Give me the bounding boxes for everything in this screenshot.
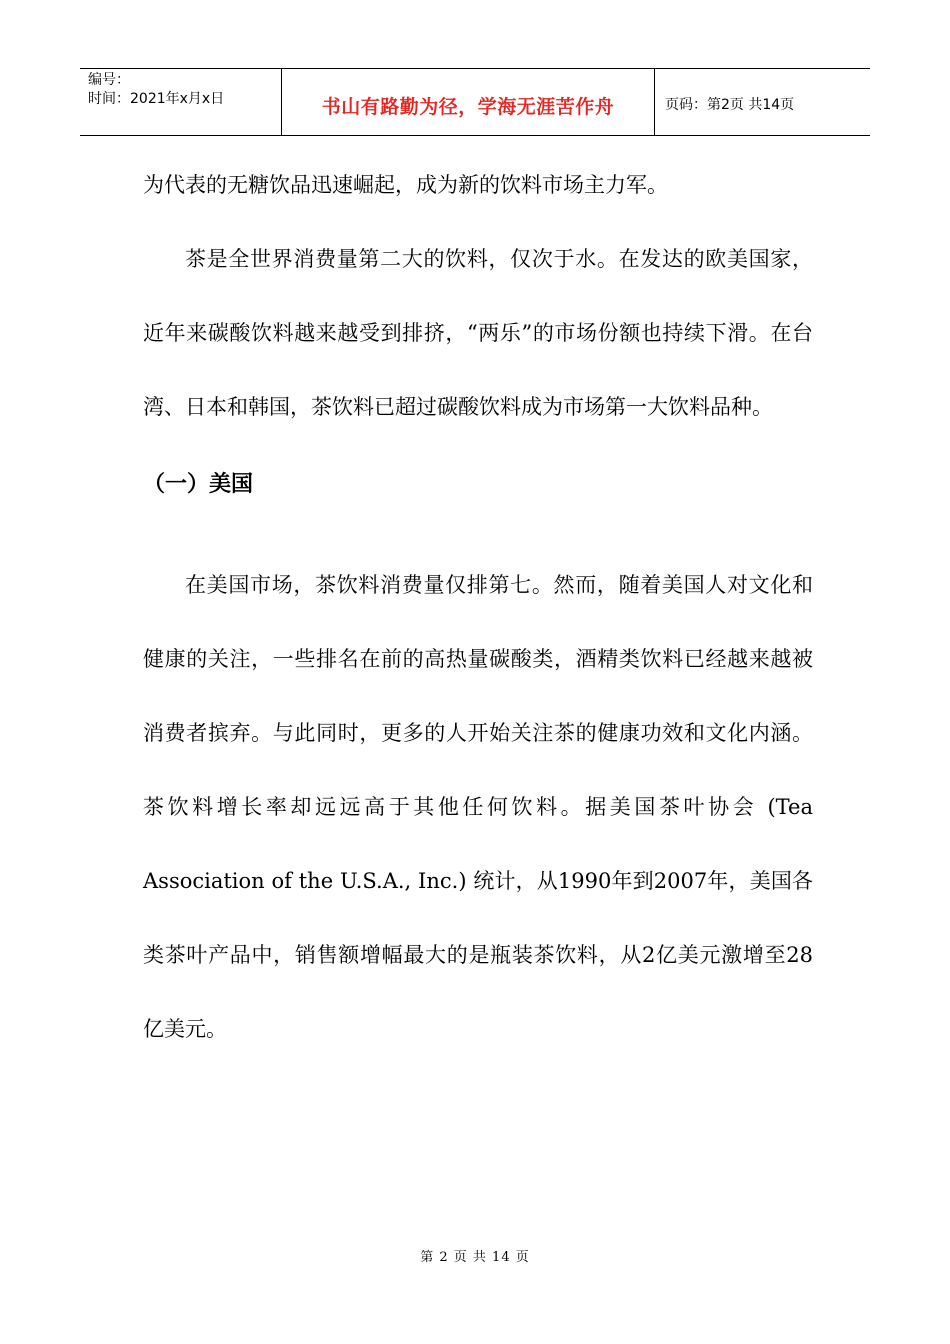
- header-number-label: 编号：: [88, 72, 130, 88]
- document-body: [143, 160, 813, 1066]
- page-footer: 第 2 页 共 14 页: [420, 1250, 530, 1265]
- paragraph-continued: 为代表的无糖饮品迅速崛起，成为新的饮料市场主力军。: [143, 173, 668, 197]
- paragraph-usa-market: 在美国市场，茶饮料消费量仅排第七。然而，随着美国人对文化和健康的关注，一些排名在前的高热量碳酸类，酒精类饮料已经越来越被消费者摈弃。与此同时，更多的人开始关注茶的健康功效和文化内涵。茶饮料增长率却远远高于其他任何饮料。据美国茶叶协会 (Tea Association of the U.S.A., Inc.) 统计，从1990年到2007年，美国各类茶叶产品中，销售额增幅最大的是瓶装茶饮料，从2亿美元激增至28亿美元。: [143, 573, 813, 1041]
- section-heading-usa: （一）美国: [143, 472, 254, 497]
- header-date-label: 时间：2021年x月x日: [88, 91, 225, 107]
- page-header: [80, 68, 870, 136]
- header-page-label: 页码：第2页 共14页: [665, 97, 795, 113]
- header-meta: [80, 69, 282, 135]
- paragraph-tea-consumption: 茶是全世界消费量第二大的饮料，仅次于水。在发达的欧美国家，近年来碳酸饮料越来越受到排挤，“两乐”的市场份额也持续下滑。在台湾、日本和韩国，茶饮料已超过碳酸饮料成为市场第一大饮料品种。: [143, 247, 813, 419]
- header-page-cell: [655, 69, 870, 135]
- header-motto-cell: [282, 69, 655, 135]
- header-motto: 书山有路勤为径，学海无涯苦作舟: [321, 95, 615, 118]
